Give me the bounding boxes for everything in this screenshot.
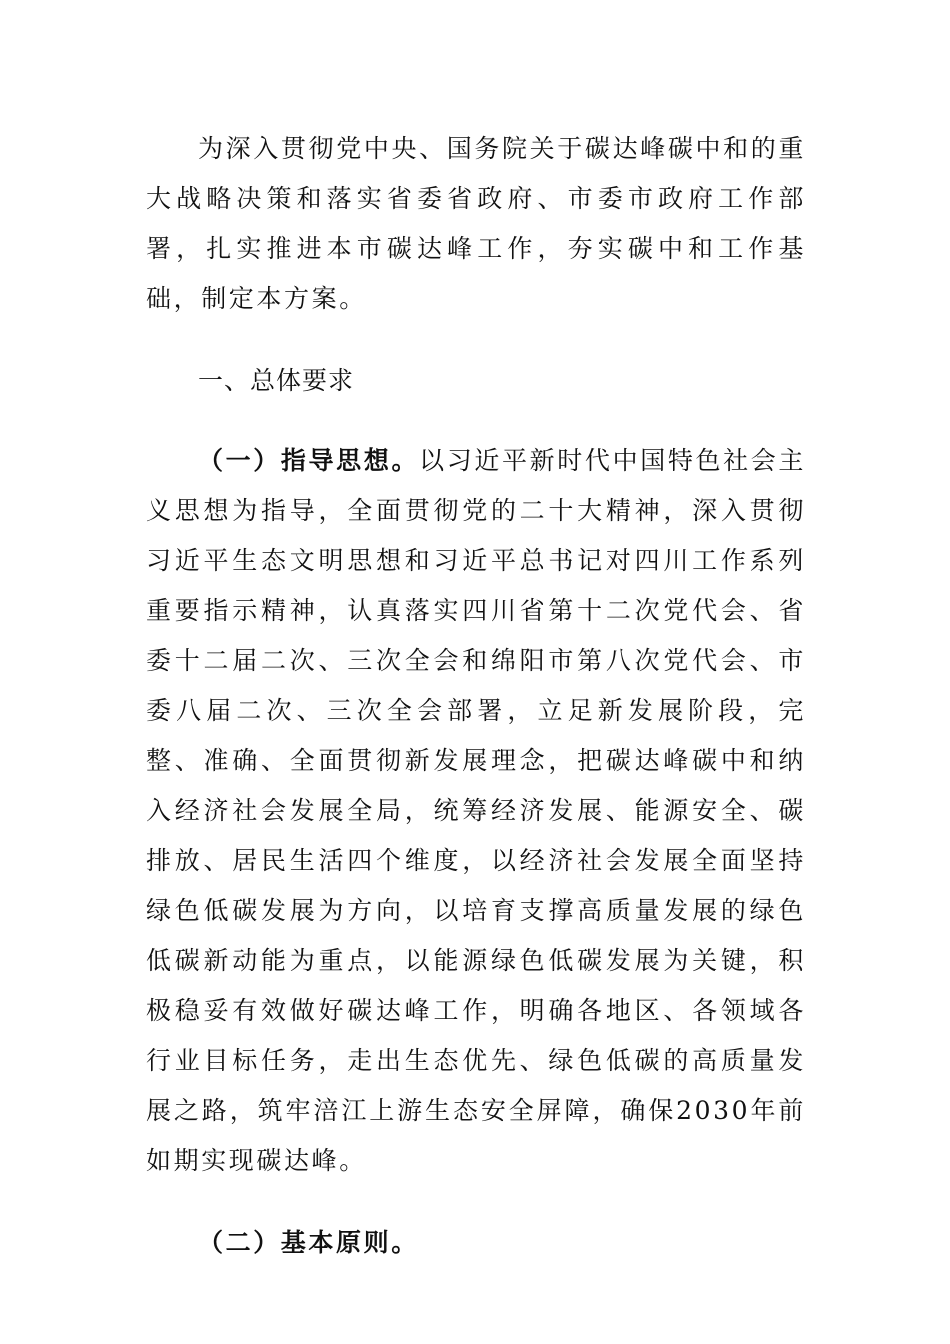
guiding-thought-body: 以习近平新时代中国特色社会主义思想为指导，全面贯彻党的二十大精神，深入贯彻习近平生态文明思想和习近平总书记对四川工作系列重要指示精神，认真落实四川省第十二次党代会、省委十二届二次、三次全会和绵阳市第八次党代会、市委八届二次、三次全会部署，立足新发展阶段，完整、准确、全面贯彻新发展理念，把碳达峰碳中和纳入经济社会发展全局，统筹经济发展、能源安全、碳排放、居民生活四个维度，以经济社会发展全面坚持绿色低碳发展为方向，以培育支撑高质量发展的绿色低碳新动能为重点，以能源绿色低碳发展为关键，积极稳妥有效做好碳达峰工作，明确各地区、各领域各行业目标任务，走出生态优先、绿色低碳的高质量发展之路，筑牢涪江上游生态安全屏障，确保2030年前如期实现碳达峰。: [146, 446, 806, 1175]
basic-principles-heading: （二）基本原则。: [198, 1228, 419, 1257]
guiding-thought-paragraph: [146, 436, 806, 1186]
guiding-thought-lead: （一）指导思想。: [198, 446, 420, 475]
document-body: [146, 124, 806, 1268]
intro-paragraph: 为深入贯彻党中央、国务院关于碳达峰碳中和的重大战略决策和落实省委省政府、市委市政府工作部署，扎实推进本市碳达峰工作，夯实碳中和工作基础，制定本方案。: [146, 134, 806, 313]
section-heading-overall-requirements: 一、总体要求: [198, 366, 355, 395]
